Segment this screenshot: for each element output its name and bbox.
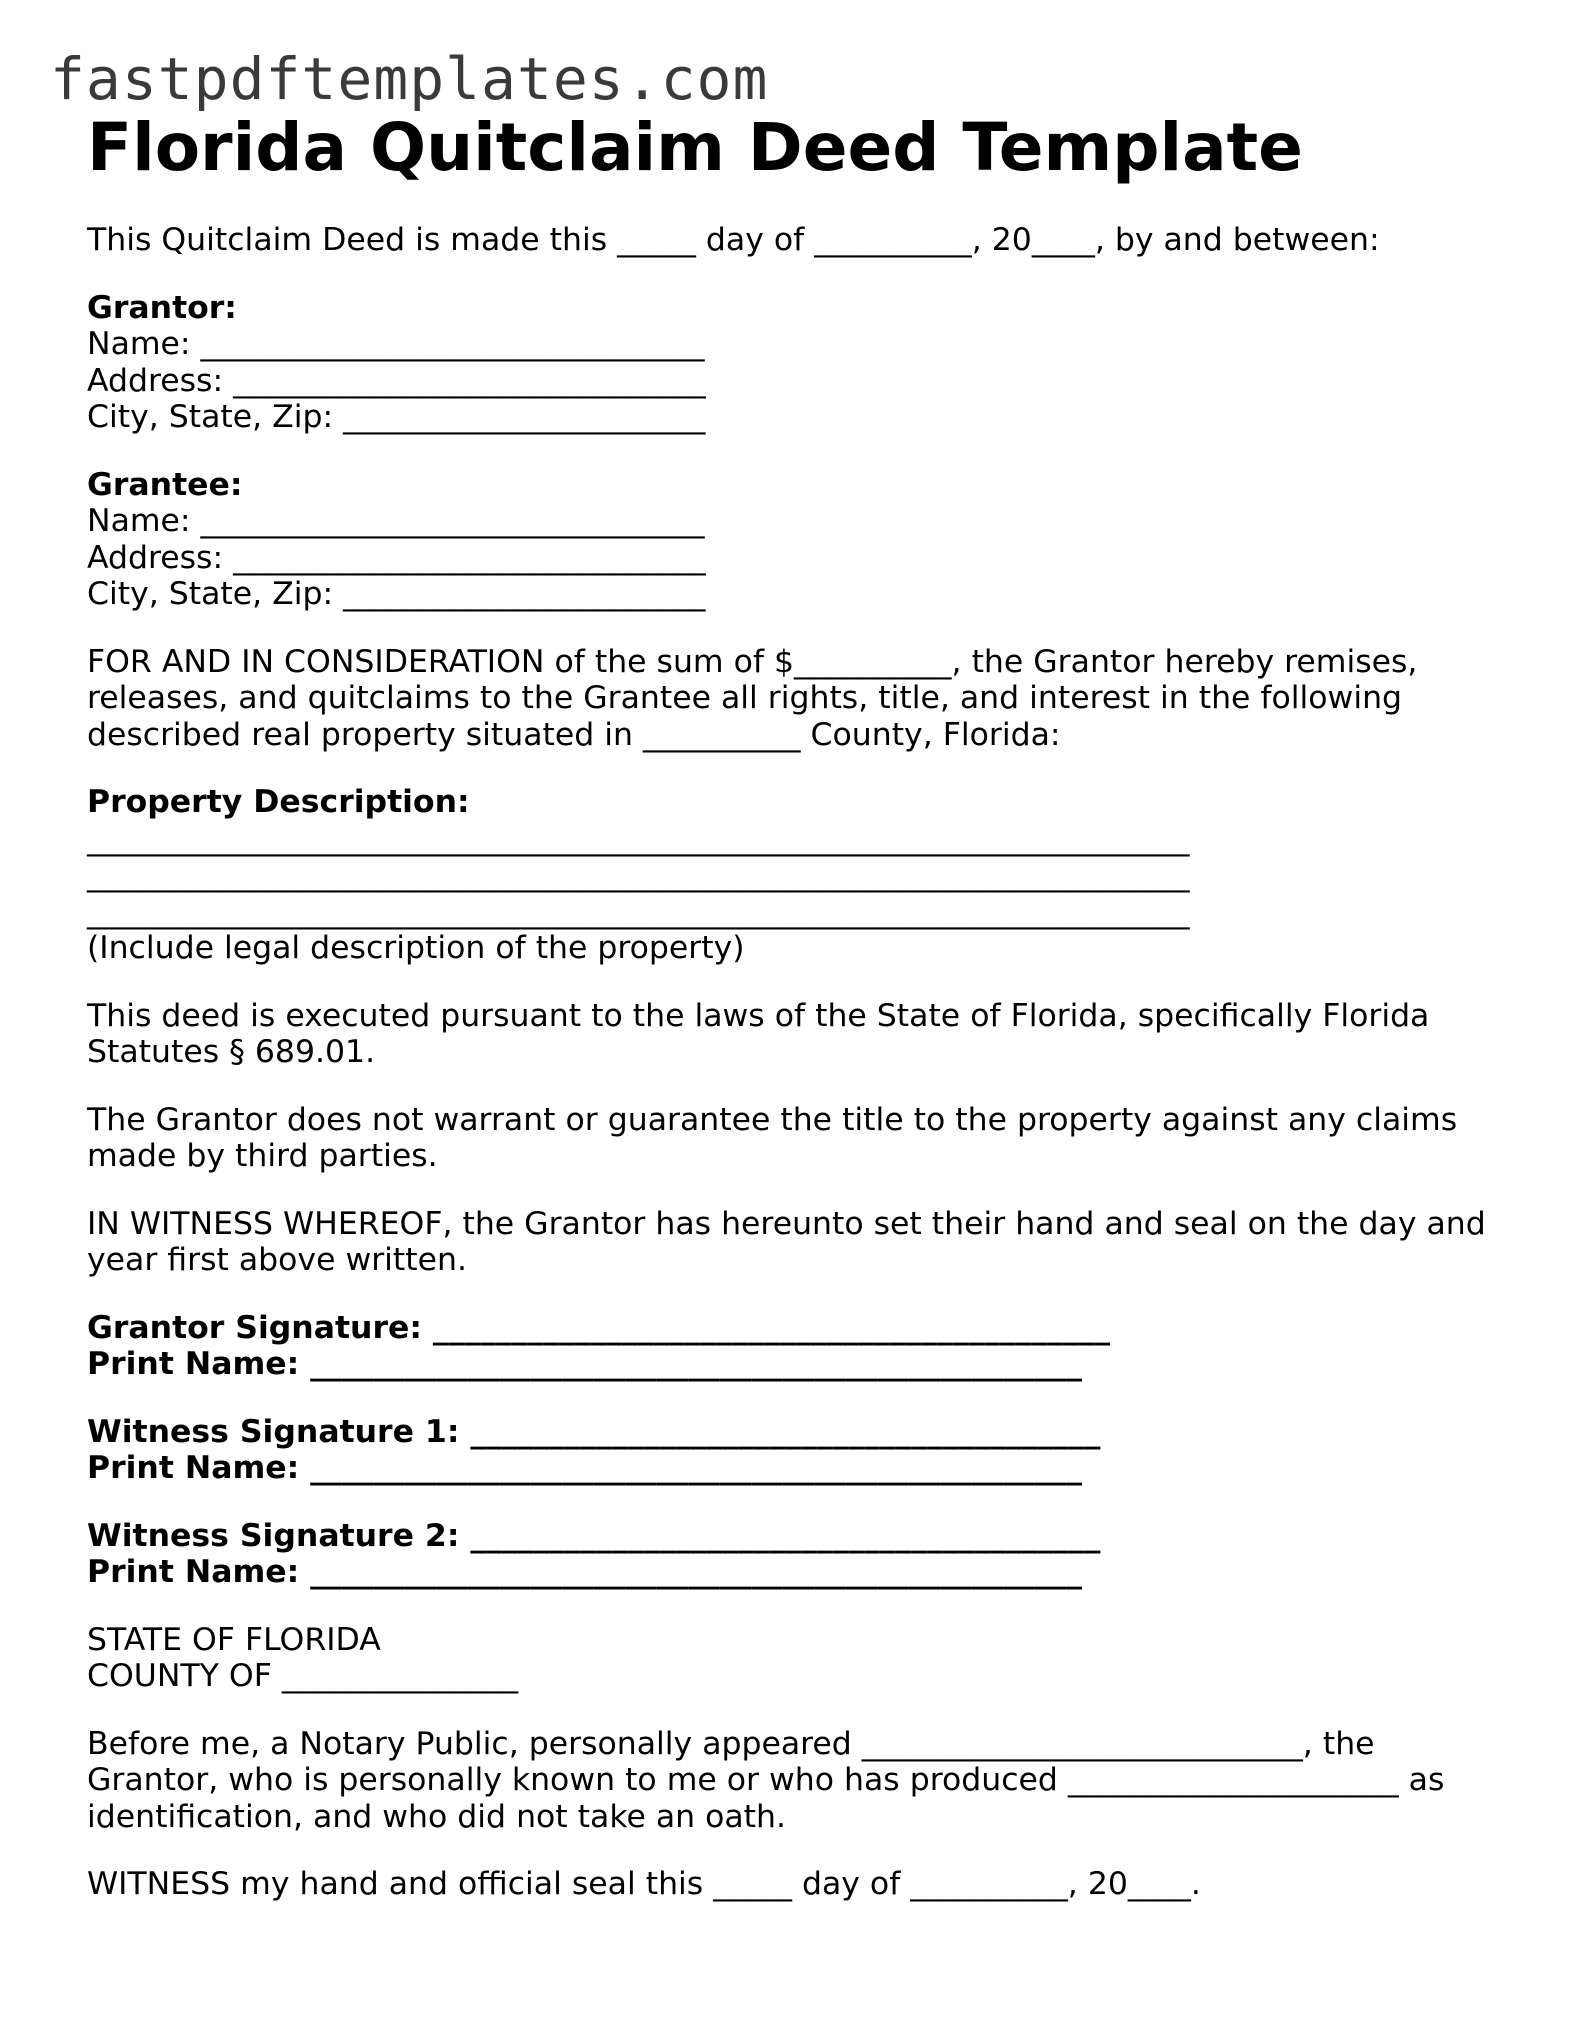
warranty-paragraph — [87, 1102, 1487, 1175]
grantor-heading: Grantor: — [87, 289, 237, 326]
property-blank-line: ______________________________________________________________________ — [87, 820, 1190, 857]
witness1-signature-field: Witness Signature 1: ________________________________________ — [87, 1413, 1101, 1450]
property-blank-line: ______________________________________________________________________ — [87, 857, 1190, 893]
intro-paragraph: This Quitclaim Deed is made this _____ day of __________, 20____, by and between: — [87, 222, 1380, 258]
grantor-signature-block — [87, 1310, 1487, 1383]
property-block — [87, 784, 1487, 967]
grantor-block — [87, 290, 1487, 436]
witness2-signature-block — [87, 1518, 1487, 1591]
warranty-line: made by third parties. — [87, 1138, 438, 1174]
grantee-block — [87, 467, 1487, 613]
grantee-name-field: Name: ________________________________ — [87, 503, 705, 539]
witness2-signature-field: Witness Signature 2: ________________________________________ — [87, 1517, 1101, 1554]
consideration-line: FOR AND IN CONSIDERATION of the sum of $__________, the Grantor hereby remises, — [87, 643, 1418, 680]
notary-line: Grantor, who is personally known to me or who has produced _____________________ as — [87, 1762, 1445, 1798]
grantor-print-name-field: Print Name: _________________________________________________ — [87, 1346, 1082, 1382]
grantor-signature-field: Grantor Signature: ___________________________________________ — [87, 1309, 1111, 1346]
statute-paragraph — [87, 998, 1487, 1071]
grantor-name-field: Name: ________________________________ — [87, 326, 705, 362]
grantor-city-field: City, State, Zip: _______________________ — [87, 399, 706, 435]
watermark: fastpdftemplates.com — [50, 45, 769, 113]
statute-line: This deed is executed pursuant to the laws of the State of Florida, specifically Florida — [87, 997, 1430, 1034]
witness2-print-name-field: Print Name: _________________________________________________ — [87, 1554, 1082, 1590]
consideration-paragraph — [87, 644, 1487, 754]
witness-clause-line: year first above written. — [87, 1242, 467, 1278]
notary-line: Before me, a Notary Public, personally appeared ____________________________, the — [87, 1725, 1375, 1762]
property-heading: Property Description: — [87, 784, 470, 820]
venue-block — [87, 1622, 1487, 1695]
grantee-city-field: City, State, Zip: _______________________ — [87, 576, 706, 612]
notary-paragraph — [87, 1726, 1487, 1836]
consideration-line: releases, and quitclaims to the Grantee all rights, title, and interest in the following — [87, 680, 1403, 716]
consideration-line: described real property situated in __________ County, Florida: — [87, 716, 1061, 753]
venue-county-field: COUNTY OF _______________ — [87, 1658, 519, 1694]
witness-clause-paragraph — [87, 1206, 1487, 1279]
venue-state: STATE OF FLORIDA — [87, 1621, 381, 1658]
grantee-heading: Grantee: — [87, 466, 243, 503]
document-title: Florida Quitclaim Deed Template — [87, 109, 1303, 186]
grantee-address-field: Address: ______________________________ — [87, 539, 706, 576]
deed-body — [87, 222, 1487, 1934]
notary-seal-paragraph: WITNESS my hand and official seal this _____ day of __________, 20____. — [87, 1866, 1201, 1902]
grantor-address-field: Address: ______________________________ — [87, 362, 706, 399]
witness1-signature-block — [87, 1414, 1487, 1487]
witness1-print-name-field: Print Name: _________________________________________________ — [87, 1450, 1082, 1486]
warranty-line: The Grantor does not warrant or guarantee the title to the property against any claims — [87, 1101, 1458, 1138]
notary-line: identification, and who did not take an oath. — [87, 1798, 787, 1835]
statute-line: Statutes § 689.01. — [87, 1034, 376, 1070]
property-note: (Include legal description of the property) — [87, 930, 745, 966]
witness-clause-line: IN WITNESS WHEREOF, the Grantor has hereunto set their hand and seal on the day and — [87, 1205, 1486, 1242]
property-blank-line: ______________________________________________________________________ — [87, 893, 1190, 930]
